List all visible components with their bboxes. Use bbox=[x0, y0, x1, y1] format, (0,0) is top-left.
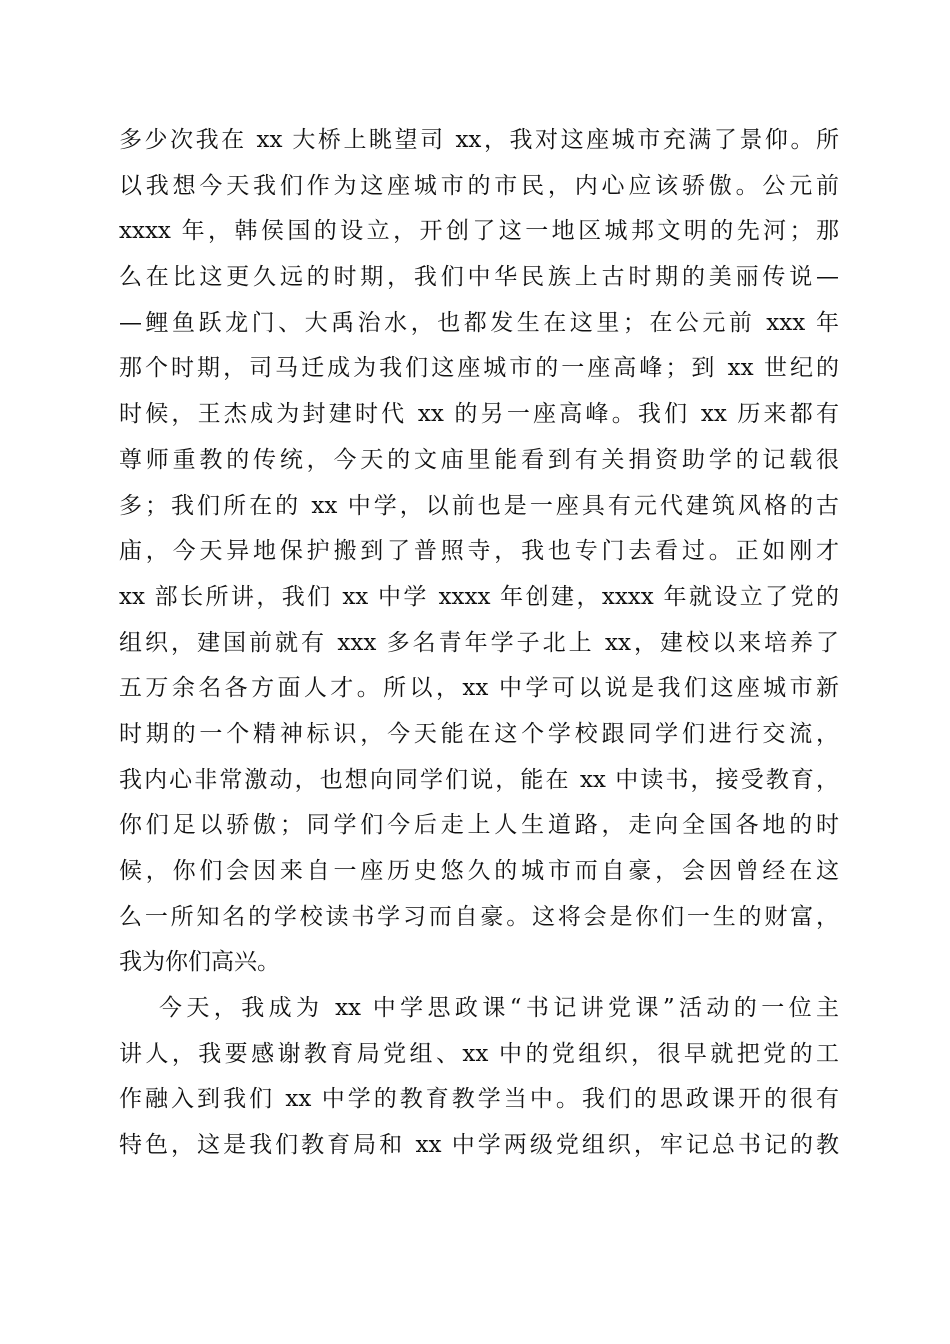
text-line: 那个时期，司马迁成为我们这座城市的一座高峰；到 xx 世纪的 bbox=[119, 355, 839, 382]
paragraph bbox=[119, 986, 839, 1169]
text-line: 五万余名各方面人才。所以，xx 中学可以说是我们这座城市新 bbox=[119, 675, 839, 702]
text-line: 时期的一个精神标识，今天能在这个学校跟同学们进行交流， bbox=[119, 720, 839, 747]
text-line: 时候，王杰成为封建时代 xx 的另一座高峰。我们 xx 历来都有 bbox=[119, 401, 839, 428]
body-text bbox=[119, 118, 839, 1169]
text-line: 么在比这更久远的时期，我们中华民族上古时期的美丽传说— bbox=[119, 264, 839, 291]
text-line: —鲤鱼跃龙门、大禹治水，也都发生在这里；在公元前 xxx 年 bbox=[119, 309, 839, 336]
text-line: 庙，今天异地保护搬到了普照寺，我也专门去看过。正如刚才 bbox=[119, 538, 839, 565]
paragraph bbox=[119, 118, 839, 986]
text-line: 作融入到我们 xx 中学的教育教学当中。我们的思政课开的很有 bbox=[119, 1086, 839, 1113]
text-line: 我为你们高兴。 bbox=[119, 949, 280, 976]
text-line: 我内心非常激动，也想向同学们说，能在 xx 中读书，接受教育， bbox=[119, 766, 839, 793]
text-line: 组织，建国前就有 xxx 多名青年学子北上 xx，建校以来培养了 bbox=[119, 629, 839, 656]
text-line: 以我想今天我们作为这座城市的市民，内心应该骄傲。公元前 bbox=[119, 172, 839, 199]
text-line: xxxx 年，韩侯国的设立，开创了这一地区城邦文明的先河；那 bbox=[119, 218, 839, 245]
text-line: 么一所知名的学校读书学习而自豪。这将会是你们一生的财富， bbox=[119, 903, 839, 930]
text-line: 你们足以骄傲；同学们今后走上人生道路，走向全国各地的时 bbox=[119, 812, 839, 839]
text-line: 今天，我成为 xx 中学思政课“书记讲党课”活动的一位主 bbox=[159, 995, 839, 1022]
text-line: xx 部长所讲，我们 xx 中学 xxxx 年创建，xxxx 年就设立了党的 bbox=[119, 583, 839, 610]
text-line: 多；我们所在的 xx 中学，以前也是一座具有元代建筑风格的古 bbox=[119, 492, 839, 519]
text-line: 多少次我在 xx 大桥上眺望司 xx，我对这座城市充满了景仰。所 bbox=[119, 127, 839, 153]
text-line: 尊师重教的传统，今天的文庙里能看到有关捐资助学的记载很 bbox=[119, 446, 839, 473]
text-line: 讲人，我要感谢教育局党组、xx 中的党组织，很早就把党的工 bbox=[119, 1040, 839, 1067]
text-line: 特色，这是我们教育局和 xx 中学两级党组织，牢记总书记的教 bbox=[119, 1132, 839, 1159]
text-line: 候，你们会因来自一座历史悠久的城市而自豪，会因曾经在这 bbox=[119, 858, 839, 884]
